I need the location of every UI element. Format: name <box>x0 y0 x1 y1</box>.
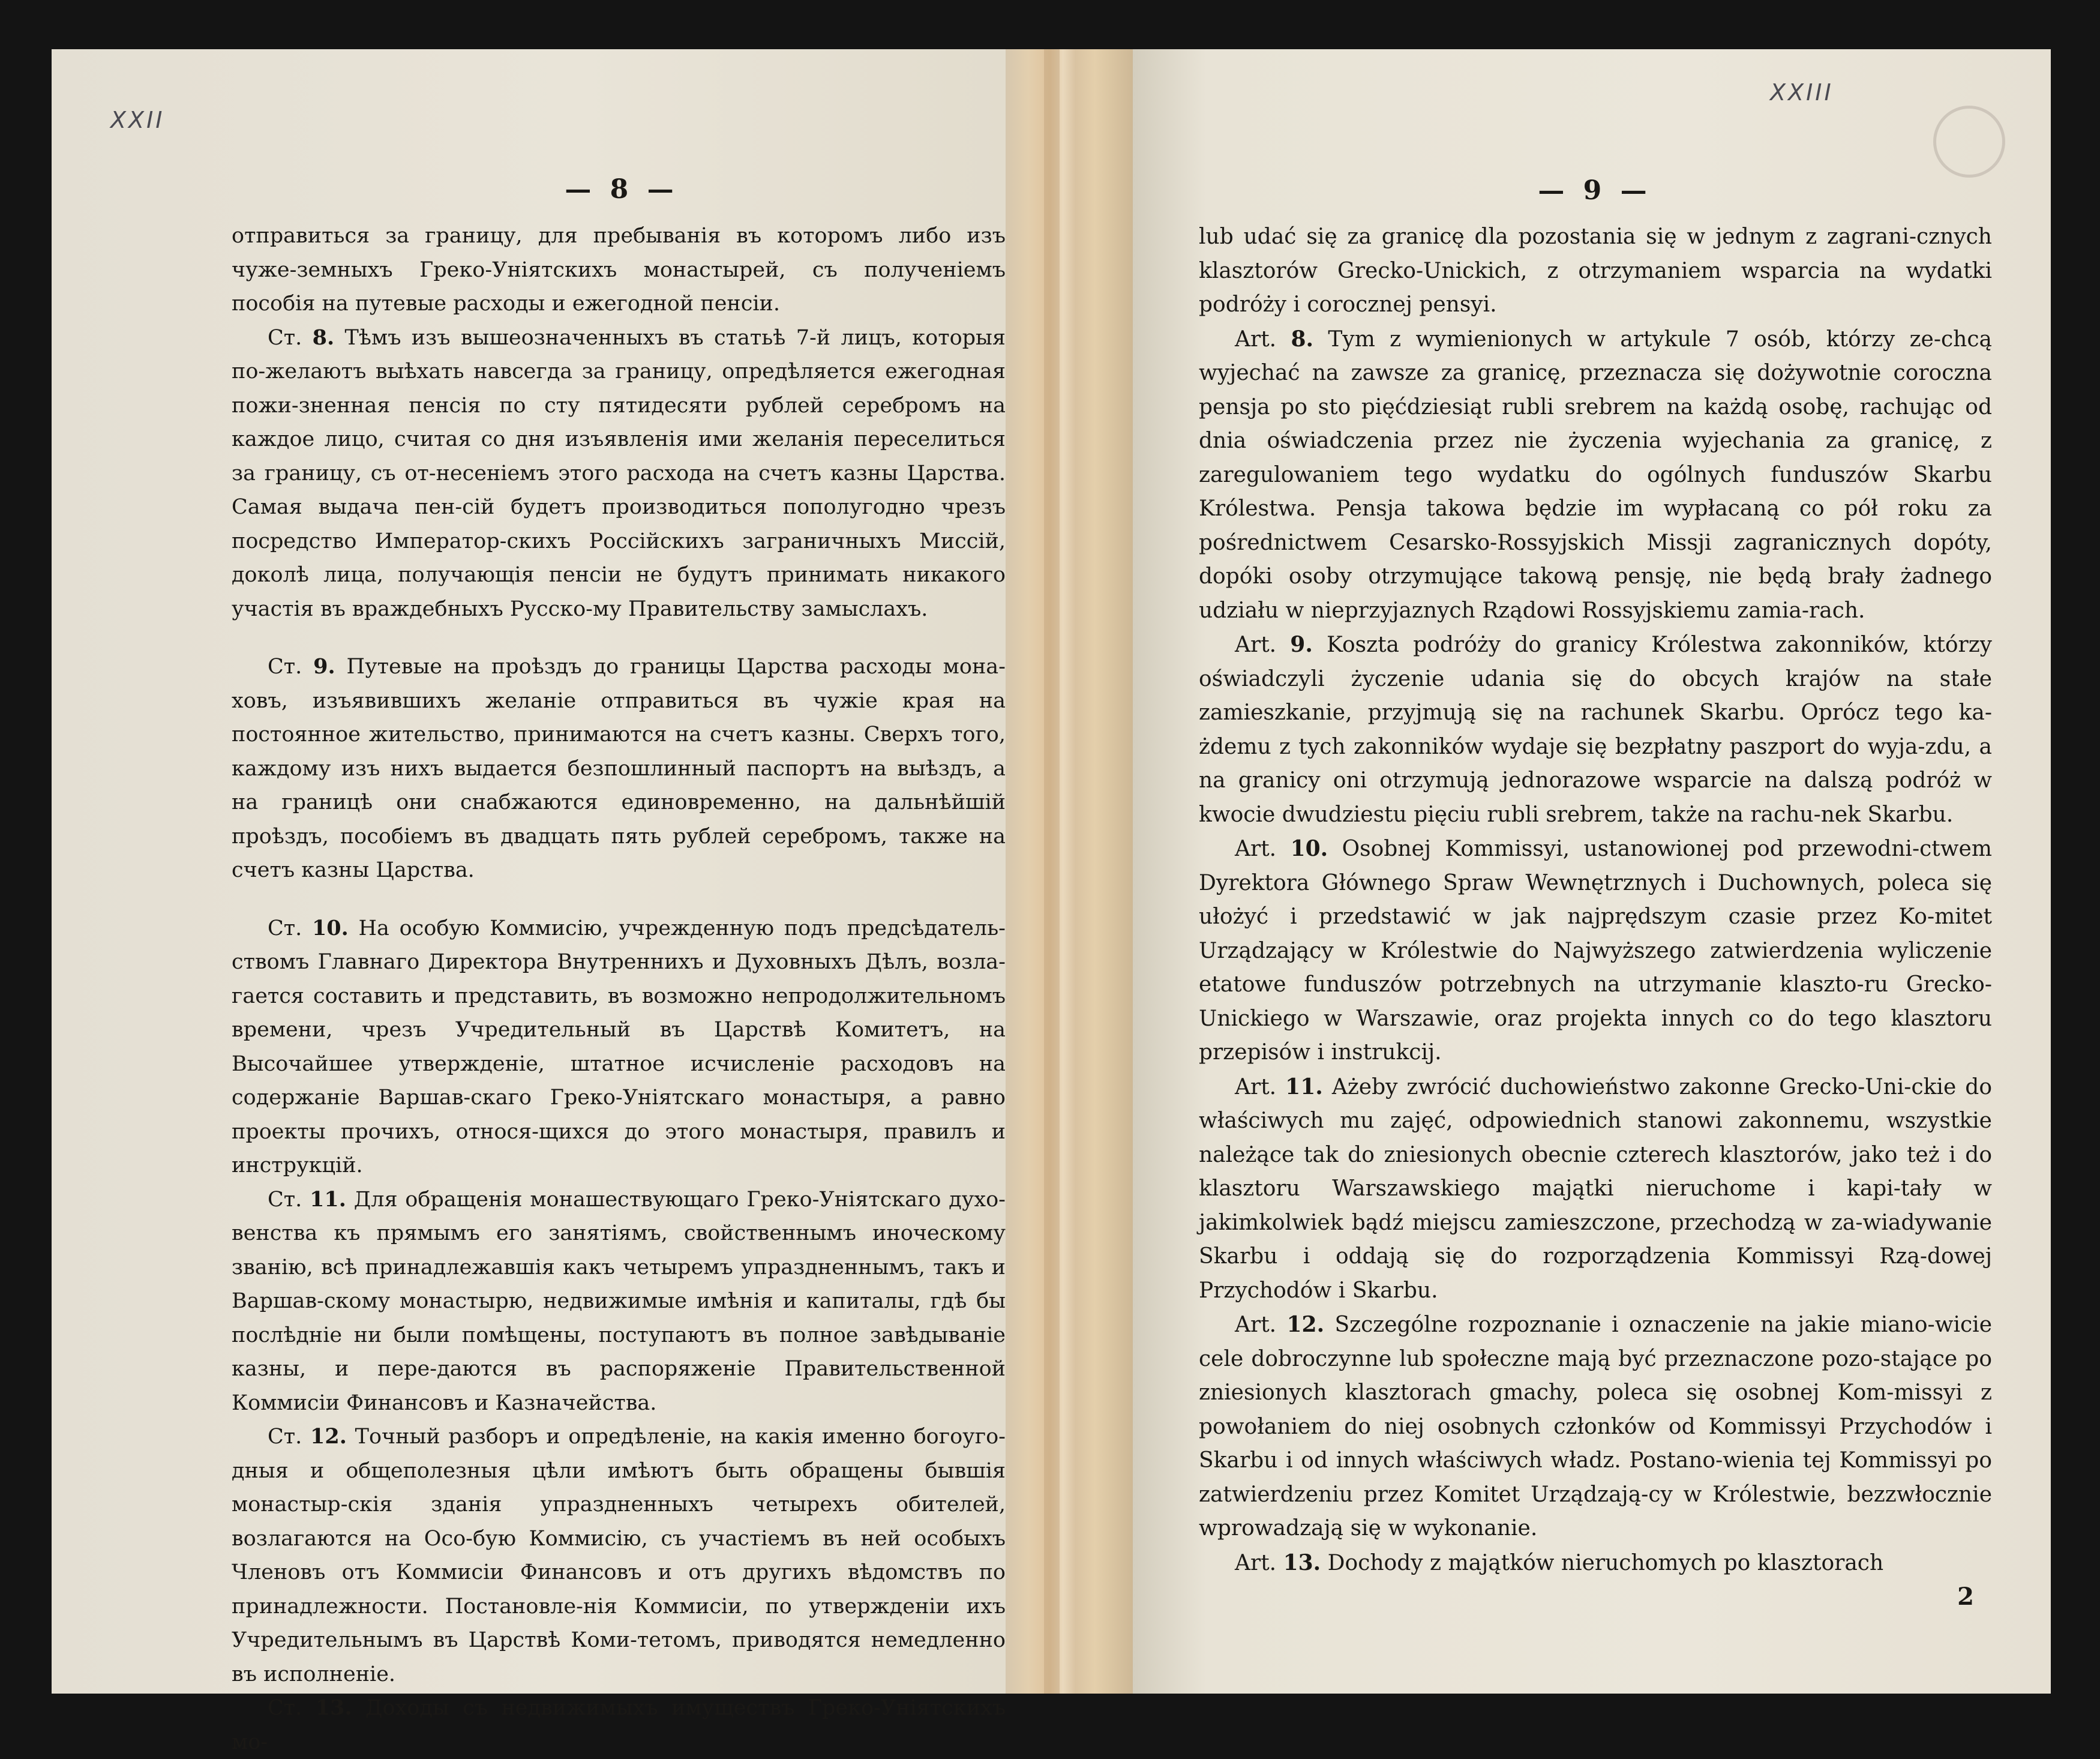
right-article-9-label: Art. <box>1235 633 1277 657</box>
right-article-9 <box>1199 628 1992 832</box>
left-page-text <box>232 219 1006 1759</box>
left-article-10-text: На особую Коммисію, учрежденную подъ предсѣдатель-ствомъ Главнаго Директора Внутреннихъ и Духовныхъ Дѣлъ, возла-гается составить и представить, въ возможно непродолжительномъ времени, чрезъ Учредительный въ Царствѣ Комитетъ, на Высочайшее утвержденіе, штатное исчисленіе расходовъ на содержаніе Варшав-скаго Греко-Уніятскаго монастыря, а равно проекты прочихъ, относя-щихся до этого монастыря, правилъ и инструкцій. <box>232 916 1006 1177</box>
left-article-12-text: Точный разборъ и опредѣленіе, на какія именно богоуго-дныя и общеполезныя цѣли имѣютъ быть обращены бывшія монастыр-скія зданія упраздненныхъ четырехъ обителей, возлагаются на Осо-бую Коммисію, съ участіемъ въ ней особыхъ Членовъ отъ Коммисіи Финансовъ и отъ другихъ вѣдомствъ по принадлежности. Постановле-нія Коммисіи, по утвержденіи ихъ Учредительнымъ въ Царствѣ Коми-тетомъ, приводятся немедленно въ исполненіе. <box>232 1425 1006 1686</box>
left-paragraph-0-text: отправиться за границу, для пребыванія въ которомъ либо изъ чуже-земныхъ Греко-Уніятскихъ монастырей, съ полученіемъ пособія на путевые расходы и ежегодной пенсіи. <box>232 224 1006 316</box>
left-article-12-number: 12. <box>310 1424 347 1449</box>
right-article-9-number: 9. <box>1290 632 1313 657</box>
right-article-13-text: Dochody z majątków nieruchomych po klasztorach <box>1327 1550 1884 1575</box>
right-page-text <box>1199 220 1992 1614</box>
left-archive-mark: XXII <box>110 107 165 133</box>
right-article-8-number: 8. <box>1291 326 1314 352</box>
left-paragraph-0 <box>232 219 1006 321</box>
left-article-8-label: Ст. <box>268 325 302 350</box>
right-article-12-text: Szczególne rozpoznanie i oznaczenie na jakie miano-wicie cele dobroczynne lub społeczne mają być przeznaczone pozo-stające po zniesionych klasztorach gmachy, poleca się osobnej Kom-missyi z powołaniem do niej osobnych członków od Kommissyi Przychodów i Skarbu i od innych właściwych władz. Postano-wienia tej Kommissyi po zatwierdzeniu przez Komitet Urządzają-cy w Królestwie, bezzwłocznie wprowadzają się w wykonanie. <box>1199 1312 1992 1541</box>
right-archive-mark: XXIII <box>1770 79 1834 106</box>
left-article-8-number: 8. <box>312 325 335 350</box>
gutter-shadow <box>1044 49 1060 1694</box>
signature-mark: 2 <box>1957 1583 1974 1611</box>
right-article-8-label: Art. <box>1235 326 1277 352</box>
left-article-13-label: Ст. <box>268 1696 302 1720</box>
left-article-8 <box>232 321 1006 627</box>
faded-stamp-icon <box>1933 106 2005 178</box>
right-article-10-label: Art. <box>1235 837 1277 861</box>
right-article-13 <box>1199 1546 1992 1581</box>
left-article-12-label: Ст. <box>268 1425 302 1449</box>
left-article-9 <box>232 650 1006 888</box>
right-page-number: — 9 — <box>1538 175 1652 206</box>
left-article-9-number: 9. <box>313 654 335 679</box>
left-article-10-number: 10. <box>311 915 349 940</box>
right-paragraph-0 <box>1199 220 1992 322</box>
right-article-13-label: Art. <box>1235 1550 1277 1575</box>
right-article-9-text: Koszta podróży do granicy Królestwa zakonników, którzy oświadczyli życzenie udania się do obcych krajów na stałe zamieszkanie, przyjmują się na rachunek Skarbu. Oprócz tego ka-żdemu z tych zakonników wydaje się bezpłatny paszport do wyja-zdu, a na granicy oni otrzymują jednorazowe wsparcie na dalszą podróż w kwocie dwudziestu pięciu rubli srebrem, także na rachu-nek Skarbu. <box>1199 633 1993 827</box>
left-article-12 <box>232 1420 1006 1691</box>
right-article-13-number: 13. <box>1283 1550 1321 1575</box>
right-article-11-number: 11. <box>1285 1074 1323 1099</box>
left-article-13 <box>232 1691 1006 1759</box>
left-article-9-label: Ст. <box>268 655 302 679</box>
left-article-13-number: 13. <box>315 1695 352 1720</box>
right-article-12-label: Art. <box>1235 1312 1277 1337</box>
right-article-11 <box>1199 1070 1992 1308</box>
left-article-11 <box>232 1183 1006 1421</box>
right-article-10-text: Osobnej Kommissyi, ustanowionej pod przewodni-ctwem Dyrektora Głównego Spraw Wewnętrznych i Duchownych, poleca się ułożyć i przedstawić w jak najprędszym czasie przez Ko-mitet Urządzający w Królestwie do Najwyższego zatwierdzenia wyliczenie etatowe funduszów potrzebnych na utrzymanie klaszto-ru Grecko-Unickiego w Warszawie, oraz projekta innych co do tego klasztoru przepisów i instrukcij. <box>1199 837 1992 1065</box>
right-article-11-label: Art. <box>1235 1074 1277 1099</box>
left-page <box>52 49 1006 1754</box>
left-article-8-text: Тѣмъ изъ вышеозначенныхъ въ статьѣ 7-й лицъ, которыя по-желаютъ выѣхать навсегда за границу, опредѣляется ежегодная пожи-зненная пенсія по сту пятидесяти рублей серебромъ на каждое лицо, считая со дня изъявленія ими желанія переселиться за границу, съ от-несеніемъ этого расхода на счетъ казны Царства. Самая выдача пен-сій будетъ производиться пополугодно чрезъ посредство Император-скихъ Россійскихъ заграничныхъ Миссій, доколѣ лица, получающія пенсіи не будутъ принимать никакого участія въ враждебныхъ Русско-му Правительству замыслахъ. <box>232 325 1006 621</box>
left-article-11-label: Ст. <box>268 1187 302 1212</box>
left-article-9-text: Путевые на проѣздъ до границы Царства расходы мона-ховъ, изъявившихъ желаніе отправиться въ чужіе края на постоянное жительство, принимаются на счетъ казны. Сверхъ того, каждому изъ нихъ выдается безпошлинный паспортъ на выѣздъ, а на границѣ они снабжаются единовременно, на дальнѣйшій проѣздъ, пособіемъ въ двадцать пять рублей серебромъ, также на счетъ казны Царства. <box>232 655 1006 882</box>
left-article-10-label: Ст. <box>268 916 302 940</box>
left-article-11-text: Для обращенія монашествующаго Греко-Уніятскаго духо-венства къ прямымъ его занятіямъ, свойственнымъ иноческому званію, всѣ принадлежавшія какъ четыремъ упраздненнымъ, такъ и Варшав-скому монастырю, недвижимые имѣнія и капиталы, гдѣ бы послѣдніе ни были помѣщены, поступаютъ въ полное завѣдываніе казны, и пере-даются въ распоряженіе Правительственной Коммисіи Финансовъ и Казначейства. <box>232 1187 1006 1415</box>
right-article-10-number: 10. <box>1290 836 1328 861</box>
right-article-12-number: 12. <box>1286 1312 1325 1337</box>
left-article-11-number: 11. <box>310 1186 346 1212</box>
left-page-number: — 8 — <box>565 174 679 205</box>
book-gutter <box>1006 49 1133 1694</box>
left-article-10 <box>232 912 1006 1183</box>
right-paragraph-0-text: lub udać się za granicę dla pozostania się w jednym z zagrani-cznych klasztorów Grecko-Unickich, z otrzymaniem wsparcia na wydatki podróży i corocznej pensyi. <box>1199 224 1992 317</box>
right-article-8-text: Tym z wymienionych w artykule 7 osób, którzy ze-chcą wyjechać na zawsze za granicę, przeznacza się dożywotnie coroczna pensja po sto pięćdziesiąt rubli srebrem na każdą osobę, rachując od dnia oświadczenia przez nie życzenia wyjechania za granicę, z zaregulowaniem tego wydatku do ogólnych funduszów Skarbu Królestwa. Pensja takowa będzie im wypłacaną co pół roku za pośrednictwem Cesarsko-Rossyjskich Missji zagranicznych dopóty, dopóki osoby otrzymujące takową pensję, nie będą brały żadnego udziału w nieprzyjaznych Rządowi Rossyjskiemu zamia-rach. <box>1199 326 1992 623</box>
right-article-8 <box>1199 322 1992 628</box>
right-page <box>1133 49 2051 1694</box>
right-article-12 <box>1199 1308 1992 1546</box>
right-article-10 <box>1199 832 1992 1070</box>
left-article-13-text: Доходы съ недвижимыхъ имуществъ Греко-Уніятскихъ мо- <box>232 1696 1006 1754</box>
right-article-11-text: Ażeby zwrócić duchowieństwo zakonne Grecko-Uni-ckie do właściwych mu zajęć, odpowiednich stanowi zakonnemu, wszystkie należące tak do zniesionych obecnie czterech klasztorów, jako też i do klasztoru Warszawskiego majątki nieruchome i kapi-tały w jakimkolwiek bądź miejscu zamieszczone, przechodzą w za-wiadywanie Skarbu i oddają się do rozporządzenia Kommissyi Rzą-dowej Przychodów i Skarbu. <box>1199 1074 1992 1303</box>
